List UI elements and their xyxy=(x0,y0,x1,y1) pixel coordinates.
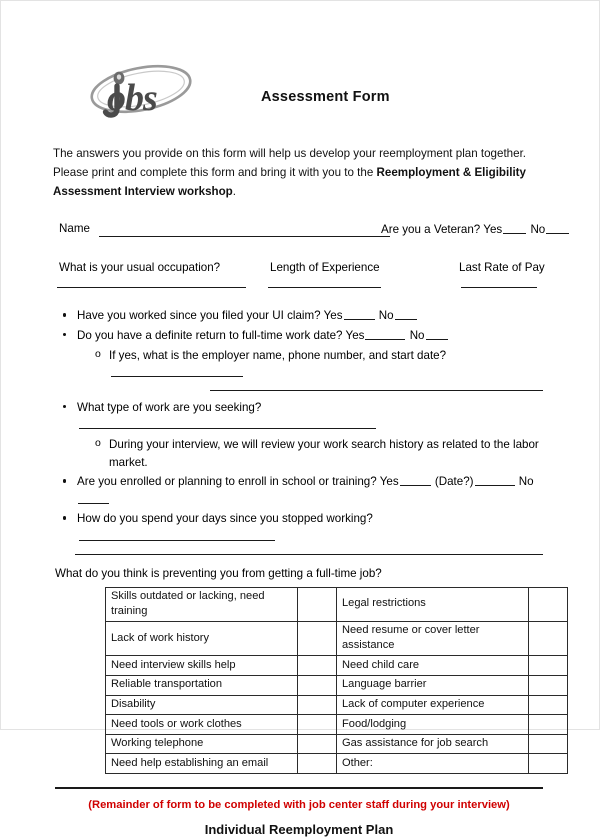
bullet-icon xyxy=(63,479,66,482)
intro-text-part2: . xyxy=(232,184,236,198)
table-row xyxy=(106,734,568,754)
answer-no-label: No xyxy=(378,309,394,323)
experience-input-line[interactable] xyxy=(268,287,381,288)
last-rate-of-pay-input-line[interactable] xyxy=(461,287,537,288)
svg-text:obs: obs xyxy=(107,77,157,119)
individual-reemployment-plan-title: Individual Reemployment Plan xyxy=(204,822,394,837)
answer-no-blank[interactable] xyxy=(395,308,417,320)
answer-no-blank[interactable] xyxy=(78,492,109,504)
barrier-checkbox-cell[interactable] xyxy=(298,754,337,774)
question-return-to-work-date xyxy=(53,327,545,345)
question-text: Have you worked since you filed your UI claim? xyxy=(77,309,321,323)
page-title: Assessment Form xyxy=(261,89,390,105)
barrier-checkbox-cell[interactable] xyxy=(298,734,337,754)
question-text: What type of work are you seeking? xyxy=(77,400,262,414)
form-header xyxy=(53,57,545,131)
barrier-label: Need child care xyxy=(337,656,529,676)
barrier-checkbox-cell[interactable] xyxy=(298,621,337,655)
type-of-work-blank[interactable] xyxy=(79,417,376,429)
veteran-yes-label: Yes xyxy=(483,223,503,237)
name-row xyxy=(53,222,545,242)
barrier-label: Food/lodging xyxy=(337,715,529,735)
subquestion-work-search-review xyxy=(53,436,545,471)
answer-yes-blank[interactable] xyxy=(365,328,405,340)
jobs-logo-icon xyxy=(83,61,199,123)
enrollment-date-label: (Date?) xyxy=(434,475,474,489)
table-row xyxy=(106,695,568,715)
question-text: Are you enrolled or planning to enroll in school or training? xyxy=(77,475,377,489)
occupation-label: What is your usual occupation? xyxy=(59,261,221,275)
table-row xyxy=(106,656,568,676)
answer-no-label: No xyxy=(518,475,534,489)
question-how-spend-days xyxy=(53,510,545,545)
barrier-label: Working telephone xyxy=(106,734,298,754)
barrier-label: Need help establishing an email xyxy=(106,754,298,774)
answer-yes-label: Yes xyxy=(345,328,365,342)
table-row xyxy=(106,675,568,695)
veteran-question-label: Are you a Veteran? xyxy=(381,223,481,237)
question-worked-since-claim xyxy=(53,307,545,325)
employer-details-blank[interactable] xyxy=(111,365,243,377)
employer-details-continuation-line[interactable] xyxy=(210,390,543,391)
how-spend-days-continuation-line[interactable] xyxy=(75,554,543,555)
barrier-label: Skills outdated or lacking, need training xyxy=(106,587,298,621)
veteran-no-label: No xyxy=(530,223,546,237)
answer-yes-blank[interactable] xyxy=(344,308,375,320)
answer-no-label: No xyxy=(409,328,425,342)
question-text: Do you have a definite return to full-time work date? xyxy=(77,328,343,342)
footer-divider xyxy=(55,787,543,789)
name-label: Name xyxy=(59,222,90,236)
subquestion-text: If yes, what is the employer name, phone number, and start date? xyxy=(109,348,447,362)
intro-text-part1: The answers you provide on this form will help us develop your reemployment plan together. Please print and complete this form and bring it with you to the xyxy=(53,147,527,179)
barrier-checkbox-cell[interactable] xyxy=(529,715,568,735)
barrier-checkbox-cell[interactable] xyxy=(298,675,337,695)
form-content xyxy=(53,57,545,837)
how-spend-days-blank[interactable] xyxy=(79,529,275,541)
barrier-label: Language barrier xyxy=(337,675,529,695)
veteran-yes-blank[interactable] xyxy=(503,222,526,234)
table-row xyxy=(106,715,568,735)
barriers-table xyxy=(105,587,568,774)
barrier-checkbox-cell[interactable] xyxy=(298,695,337,715)
bullet-icon xyxy=(63,516,66,519)
barrier-checkbox-cell[interactable] xyxy=(298,587,337,621)
table-row xyxy=(106,621,568,655)
barriers-question: What do you think is preventing you from getting a full-time job? xyxy=(55,566,382,580)
answer-yes-label: Yes xyxy=(323,309,343,323)
intro-paragraph xyxy=(53,145,545,201)
answer-yes-blank[interactable] xyxy=(400,474,431,486)
question-type-of-work xyxy=(53,399,545,434)
barrier-label: Reliable transportation xyxy=(106,675,298,695)
occupation-row xyxy=(53,261,545,299)
barrier-checkbox-cell[interactable] xyxy=(298,656,337,676)
enrollment-date-blank[interactable] xyxy=(475,474,515,486)
barrier-label-other: Other: xyxy=(337,754,529,774)
subquestion-employer-details xyxy=(53,347,545,382)
question-text: How do you spend your days since you stopped working? xyxy=(77,512,373,526)
answer-no-blank[interactable] xyxy=(426,328,448,340)
barrier-checkbox-cell[interactable] xyxy=(529,734,568,754)
name-input-line[interactable] xyxy=(99,236,390,237)
intro-text-bold: Reemployment & Eligibility Assessment Interview workshop xyxy=(53,165,526,198)
barrier-label: Disability xyxy=(106,695,298,715)
occupation-input-line[interactable] xyxy=(57,287,246,288)
barrier-label: Need tools or work clothes xyxy=(106,715,298,735)
experience-label: Length of Experience xyxy=(270,261,380,275)
barrier-checkbox-cell[interactable] xyxy=(529,656,568,676)
barrier-label: Need resume or cover letter assistance xyxy=(337,621,529,655)
bullet-icon xyxy=(63,333,66,336)
sub-bullet-icon: o xyxy=(95,347,101,360)
barrier-label: Gas assistance for job search xyxy=(337,734,529,754)
barrier-label: Lack of work history xyxy=(106,621,298,655)
barrier-label: Lack of computer experience xyxy=(337,695,529,715)
barrier-checkbox-cell[interactable] xyxy=(529,587,568,621)
answer-yes-label: Yes xyxy=(379,475,399,489)
questions-list xyxy=(53,307,545,554)
barrier-label: Need interview skills help xyxy=(106,656,298,676)
sub-bullet-icon: o xyxy=(95,437,101,449)
question-school-or-training xyxy=(53,473,545,508)
veteran-no-blank[interactable] xyxy=(546,222,569,234)
bullet-icon xyxy=(63,313,66,316)
veteran-question-group xyxy=(381,222,570,236)
table-row xyxy=(106,587,568,621)
barrier-checkbox-cell[interactable] xyxy=(529,621,568,655)
barrier-checkbox-cell[interactable] xyxy=(298,715,337,735)
last-rate-of-pay-label: Last Rate of Pay xyxy=(459,261,545,275)
barrier-checkbox-cell[interactable] xyxy=(529,754,568,774)
barrier-label: Legal restrictions xyxy=(337,587,529,621)
table-row xyxy=(106,754,568,774)
subquestion-text: During your interview, we will review your work search history as related to the labor market. xyxy=(109,438,539,469)
barrier-checkbox-cell[interactable] xyxy=(529,695,568,715)
staff-completion-note: (Remainder of form to be completed with job center staff during your interview) xyxy=(88,799,510,812)
barrier-checkbox-cell[interactable] xyxy=(529,675,568,695)
bullet-icon xyxy=(63,405,66,408)
